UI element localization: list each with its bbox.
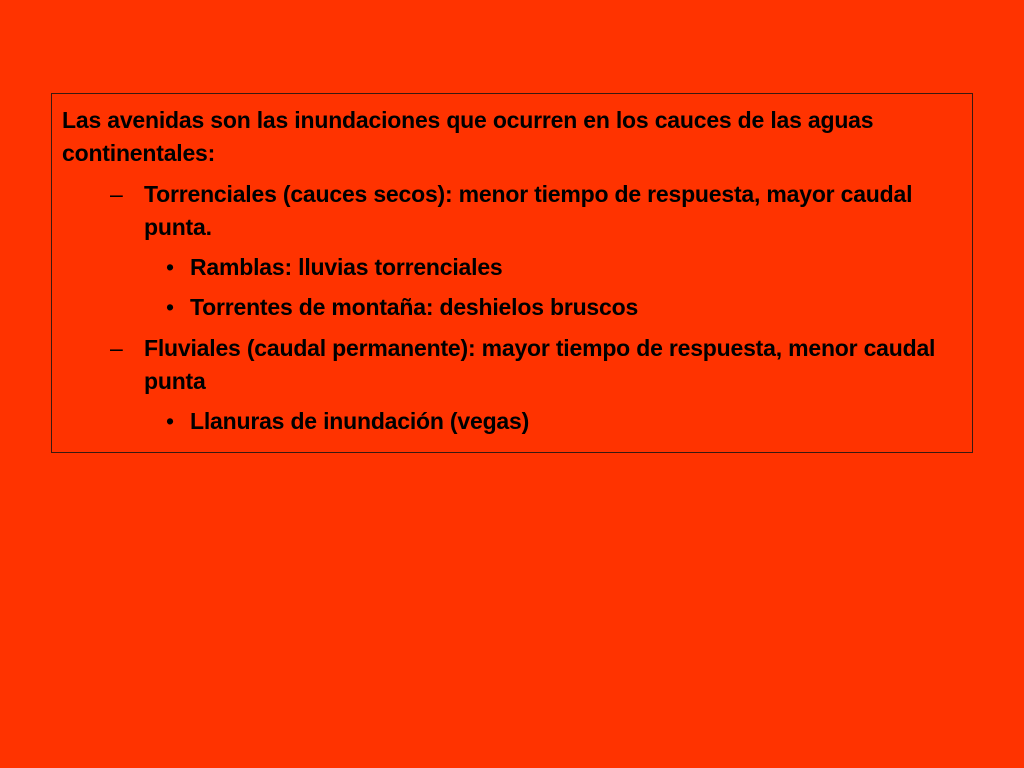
- bullet-marker: •: [166, 294, 174, 320]
- sub-list-item-text: Torrentes de montaña: deshielos bruscos: [190, 294, 639, 320]
- sub-list-item-text: Llanuras de inundación (vegas): [190, 408, 530, 434]
- bullet-marker: •: [166, 408, 174, 434]
- list-item-text: Torrenciales (cauces secos): menor tiempo de respuesta, mayor caudal punta.: [144, 181, 913, 240]
- sub-list-item-ramblas: [62, 251, 962, 284]
- list-item-text: Fluviales (caudal permanente): mayor tiempo de respuesta, menor caudal punta: [144, 335, 936, 394]
- sub-list-item-text: Ramblas: lluvias torrenciales: [190, 254, 503, 280]
- dash-marker: –: [110, 335, 123, 361]
- content-text-box[interactable]: [51, 93, 973, 453]
- dash-marker: –: [110, 181, 123, 207]
- list-item-torrenciales: [62, 178, 962, 244]
- sub-list-item-llanuras: [62, 405, 962, 438]
- bullet-marker: •: [166, 254, 174, 280]
- sub-list-item-torrentes: [62, 291, 962, 324]
- intro-paragraph: Las avenidas son las inundaciones que ocurren en los cauces de las aguas continentales:: [62, 107, 874, 166]
- list-item-fluviales: [62, 332, 962, 398]
